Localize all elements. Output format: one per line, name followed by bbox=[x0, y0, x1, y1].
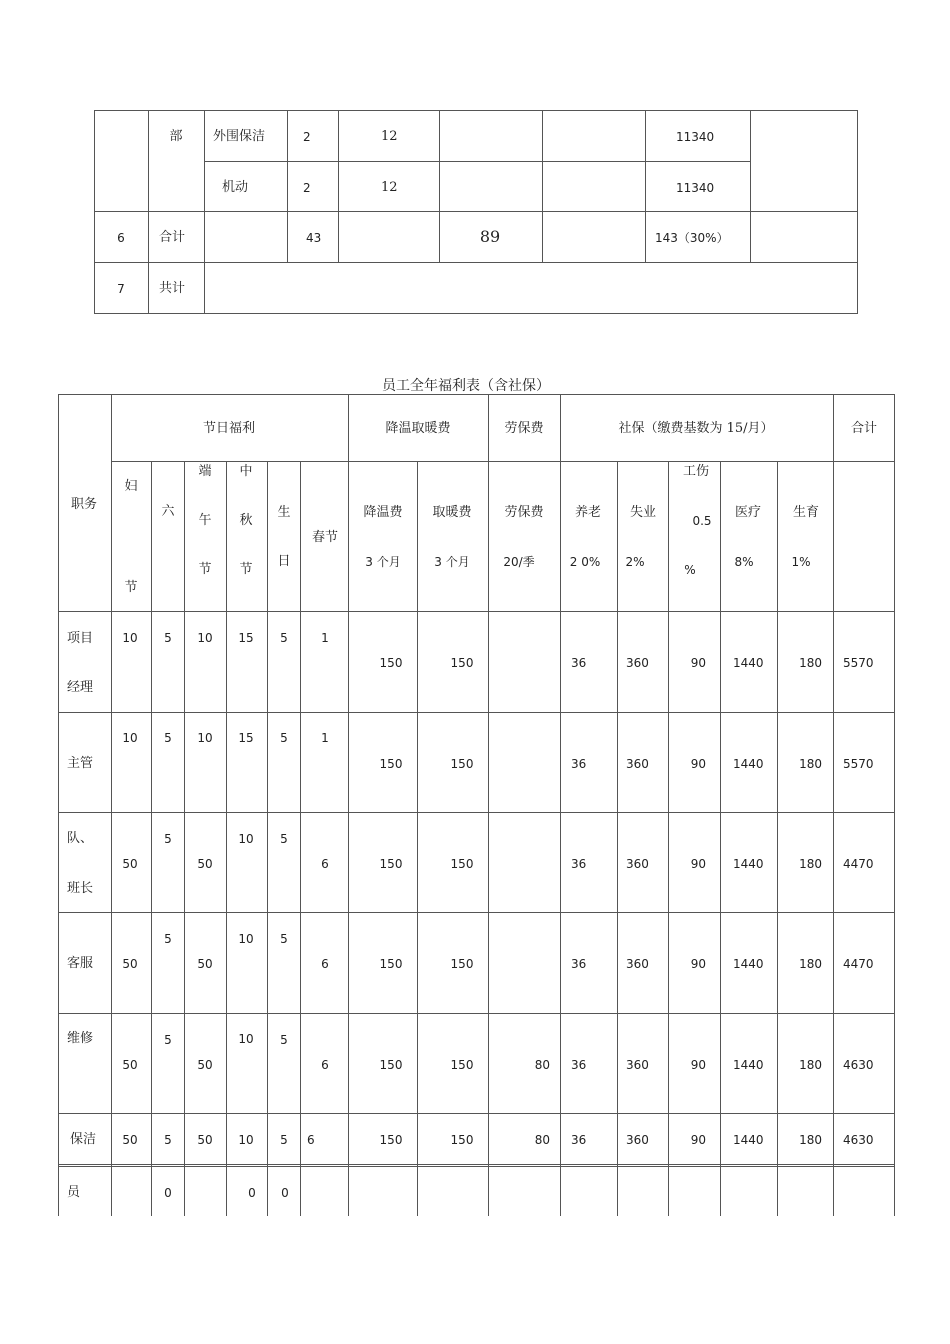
cell-zhongqiu: 10 bbox=[238, 1032, 254, 1046]
cell-zhongqiu: 15 bbox=[238, 631, 254, 645]
sub-yiliao: 8% bbox=[734, 555, 754, 569]
cell-gongshang: 90 bbox=[690, 757, 706, 771]
sub-zhongqiu: 节 bbox=[239, 562, 253, 577]
cell-jiangwen: 150 bbox=[379, 857, 403, 871]
cell-total: 5570 bbox=[843, 757, 874, 771]
cell-liu: 5 bbox=[164, 832, 172, 846]
cell-shengri: 5 bbox=[280, 1133, 288, 1147]
cell-zhongqiu: 10 bbox=[238, 832, 254, 846]
cell-chunjie: 6 bbox=[307, 1133, 315, 1147]
cell-jiangwen: 150 bbox=[379, 957, 403, 971]
cell-yiliao: 1440 bbox=[733, 1058, 764, 1072]
sum-mid: 89 bbox=[479, 227, 501, 246]
sub-jiangwen: 3 个月 bbox=[365, 555, 401, 569]
cell-fu: 50 bbox=[122, 957, 138, 971]
row-count: 2 bbox=[303, 130, 311, 144]
cell-shiye: 360 bbox=[626, 1058, 649, 1072]
cell-fu: 10 bbox=[122, 731, 138, 745]
cell-chunjie: 6 bbox=[321, 857, 329, 871]
cell-yiliao: 1440 bbox=[733, 757, 764, 771]
cell-zhongqiu: 10 bbox=[238, 1133, 254, 1147]
cell-laobao: 80 bbox=[534, 1058, 550, 1072]
cell-shengyu: 180 bbox=[799, 857, 822, 871]
cell-shiye: 360 bbox=[626, 1133, 649, 1147]
cell-liu: 5 bbox=[164, 932, 172, 946]
row-name: 机动 bbox=[222, 180, 249, 195]
sub-chunjie: 春节 bbox=[311, 530, 339, 545]
sub-fu: 妇 bbox=[124, 479, 138, 494]
dept-label: 部 bbox=[169, 129, 183, 144]
cell-fu: 50 bbox=[122, 1133, 138, 1147]
row-number: 7 bbox=[117, 282, 125, 296]
cell-shengri: 5 bbox=[280, 631, 288, 645]
cell-shengyu: 180 bbox=[799, 1058, 822, 1072]
row-count: 2 bbox=[303, 181, 311, 195]
sub-duanwu: 端 bbox=[198, 464, 212, 479]
header-labor: 劳保费 bbox=[504, 421, 544, 436]
cell-chunjie: 1 bbox=[321, 731, 329, 745]
cell-chunjie: 6 bbox=[321, 1058, 329, 1072]
sub-laobao: 劳保费 bbox=[504, 505, 544, 520]
cell-duanwu: 10 bbox=[197, 731, 213, 745]
cell-duanwu: 10 bbox=[197, 631, 213, 645]
header-holiday: 节日福利 bbox=[202, 421, 256, 436]
cell-shiye: 360 bbox=[626, 757, 649, 771]
cell-chunjie: 1 bbox=[321, 631, 329, 645]
cell-zhongqiu: 10 bbox=[238, 932, 254, 946]
cell-shengri: 5 bbox=[280, 1033, 288, 1047]
cell-duanwu: 50 bbox=[197, 857, 213, 871]
sub-shengyu: 1% bbox=[791, 555, 811, 569]
sub-zhongqiu: 秋 bbox=[239, 513, 253, 528]
sub-zhongqiu: 中 bbox=[239, 464, 253, 479]
cell-duanwu: 50 bbox=[197, 1058, 213, 1072]
sub-duanwu: 午 bbox=[198, 513, 212, 528]
row-job: 队、 bbox=[67, 831, 94, 846]
cell-jiangwen: 150 bbox=[379, 656, 403, 670]
cell-shiye: 360 bbox=[626, 957, 649, 971]
header-job: 职务 bbox=[70, 497, 98, 512]
sum-label: 合计 bbox=[159, 230, 186, 245]
sub-gongshang: 0.5 bbox=[692, 514, 712, 528]
row-job: 保洁 bbox=[70, 1132, 97, 1147]
cell-fu: 50 bbox=[122, 857, 138, 871]
row-total: 11340 bbox=[676, 130, 715, 144]
cell-duanwu: 50 bbox=[197, 957, 213, 971]
sub-shiye: 2% bbox=[625, 555, 645, 569]
header-temp: 降温取暖费 bbox=[385, 421, 451, 436]
cell-shiye: 360 bbox=[626, 857, 649, 871]
cell-jiangwen: 150 bbox=[379, 1058, 403, 1072]
cell-fu: 50 bbox=[122, 1058, 138, 1072]
sub-fu: 节 bbox=[124, 580, 138, 595]
row-job: 经理 bbox=[67, 680, 94, 695]
sub-shiye: 失业 bbox=[629, 505, 657, 520]
cell-gongshang: 90 bbox=[690, 1133, 706, 1147]
sub-gongshang: % bbox=[684, 563, 696, 577]
cell-qunuan: 150 bbox=[450, 957, 474, 971]
cell-yanglao: 36 bbox=[571, 957, 587, 971]
cell-zhongqiu: 0 bbox=[248, 1186, 256, 1200]
row-job: 客服 bbox=[67, 956, 94, 971]
sub-yanglao: 养老 bbox=[574, 505, 602, 520]
cell-gongshang: 90 bbox=[690, 857, 706, 871]
cell-total: 4470 bbox=[843, 957, 874, 971]
cell-qunuan: 150 bbox=[450, 656, 474, 670]
cell-shengri: 0 bbox=[281, 1186, 289, 1200]
cell-total: 5570 bbox=[843, 656, 874, 670]
cell-shengri: 5 bbox=[280, 731, 288, 745]
cell-jiangwen: 150 bbox=[379, 757, 403, 771]
sub-qunuan: 3 个月 bbox=[434, 555, 470, 569]
cell-gongshang: 90 bbox=[690, 656, 706, 670]
sub-jiangwen: 降温费 bbox=[363, 505, 403, 520]
cell-total: 4630 bbox=[843, 1133, 874, 1147]
cell-liu: 0 bbox=[164, 1186, 172, 1200]
sub-laobao: 20/季 bbox=[503, 555, 535, 569]
cell-qunuan: 150 bbox=[450, 1058, 474, 1072]
row-job: 项目 bbox=[67, 631, 94, 646]
cell-liu: 5 bbox=[164, 1033, 172, 1047]
cell-yiliao: 1440 bbox=[733, 1133, 764, 1147]
cell-total: 4630 bbox=[843, 1058, 874, 1072]
cell-shengyu: 180 bbox=[799, 656, 822, 670]
row-job: 班长 bbox=[67, 881, 94, 896]
row-job: 维修 bbox=[67, 1031, 94, 1046]
row-months: 12 bbox=[381, 180, 398, 195]
sub-shengri: 生 bbox=[277, 505, 291, 520]
cell-shengyu: 180 bbox=[799, 1133, 822, 1147]
cell-qunuan: 150 bbox=[450, 757, 474, 771]
sum-count: 43 bbox=[306, 231, 322, 245]
grand-label: 共计 bbox=[159, 281, 186, 296]
sub-shengyu: 生育 bbox=[792, 505, 820, 520]
row-months: 12 bbox=[381, 129, 398, 144]
cell-total: 4470 bbox=[843, 857, 874, 871]
row-name: 外围保洁 bbox=[213, 129, 266, 144]
cell-gongshang: 90 bbox=[690, 957, 706, 971]
sub-yiliao: 医疗 bbox=[734, 505, 762, 520]
cell-shiye: 360 bbox=[626, 656, 649, 670]
cell-fu: 10 bbox=[122, 631, 138, 645]
row-job: 员 bbox=[67, 1185, 81, 1200]
sum-total: 143（30%） bbox=[655, 231, 729, 245]
row-job: 主管 bbox=[67, 756, 94, 771]
sub-yanglao: 2 0% bbox=[569, 555, 601, 569]
cell-zhongqiu: 15 bbox=[238, 731, 254, 745]
header-total: 合计 bbox=[850, 421, 878, 436]
cell-yiliao: 1440 bbox=[733, 857, 764, 871]
row-number: 6 bbox=[117, 231, 125, 245]
cell-yanglao: 36 bbox=[571, 656, 587, 670]
cell-liu: 5 bbox=[164, 631, 172, 645]
cell-shengri: 5 bbox=[280, 832, 288, 846]
cell-yanglao: 36 bbox=[571, 1133, 587, 1147]
cell-yiliao: 1440 bbox=[733, 656, 764, 670]
cell-gongshang: 90 bbox=[690, 1058, 706, 1072]
cell-shengyu: 180 bbox=[799, 957, 822, 971]
cell-qunuan: 150 bbox=[450, 1133, 474, 1147]
cell-yanglao: 36 bbox=[571, 1058, 587, 1072]
cell-yiliao: 1440 bbox=[733, 957, 764, 971]
cell-qunuan: 150 bbox=[450, 857, 474, 871]
header-social: 社保（缴费基数为 15/月） bbox=[618, 421, 774, 436]
row-total: 11340 bbox=[676, 181, 715, 195]
cell-duanwu: 50 bbox=[197, 1133, 213, 1147]
cell-yanglao: 36 bbox=[571, 857, 587, 871]
cell-yanglao: 36 bbox=[571, 757, 587, 771]
sub-qunuan: 取暖费 bbox=[432, 505, 472, 520]
cell-jiangwen: 150 bbox=[379, 1133, 403, 1147]
sub-duanwu: 节 bbox=[198, 562, 212, 577]
cell-liu: 5 bbox=[164, 731, 172, 745]
sub-shengri: 日 bbox=[277, 554, 291, 569]
cell-shengri: 5 bbox=[280, 932, 288, 946]
cell-shengyu: 180 bbox=[799, 757, 822, 771]
cell-laobao: 80 bbox=[534, 1133, 550, 1147]
sub-gongshang: 工伤 bbox=[682, 464, 710, 479]
sub-liu: 六 bbox=[161, 504, 175, 519]
cell-liu: 5 bbox=[164, 1133, 172, 1147]
cell-chunjie: 6 bbox=[321, 957, 329, 971]
welfare-title: 员工全年福利表（含社保） bbox=[382, 378, 550, 394]
